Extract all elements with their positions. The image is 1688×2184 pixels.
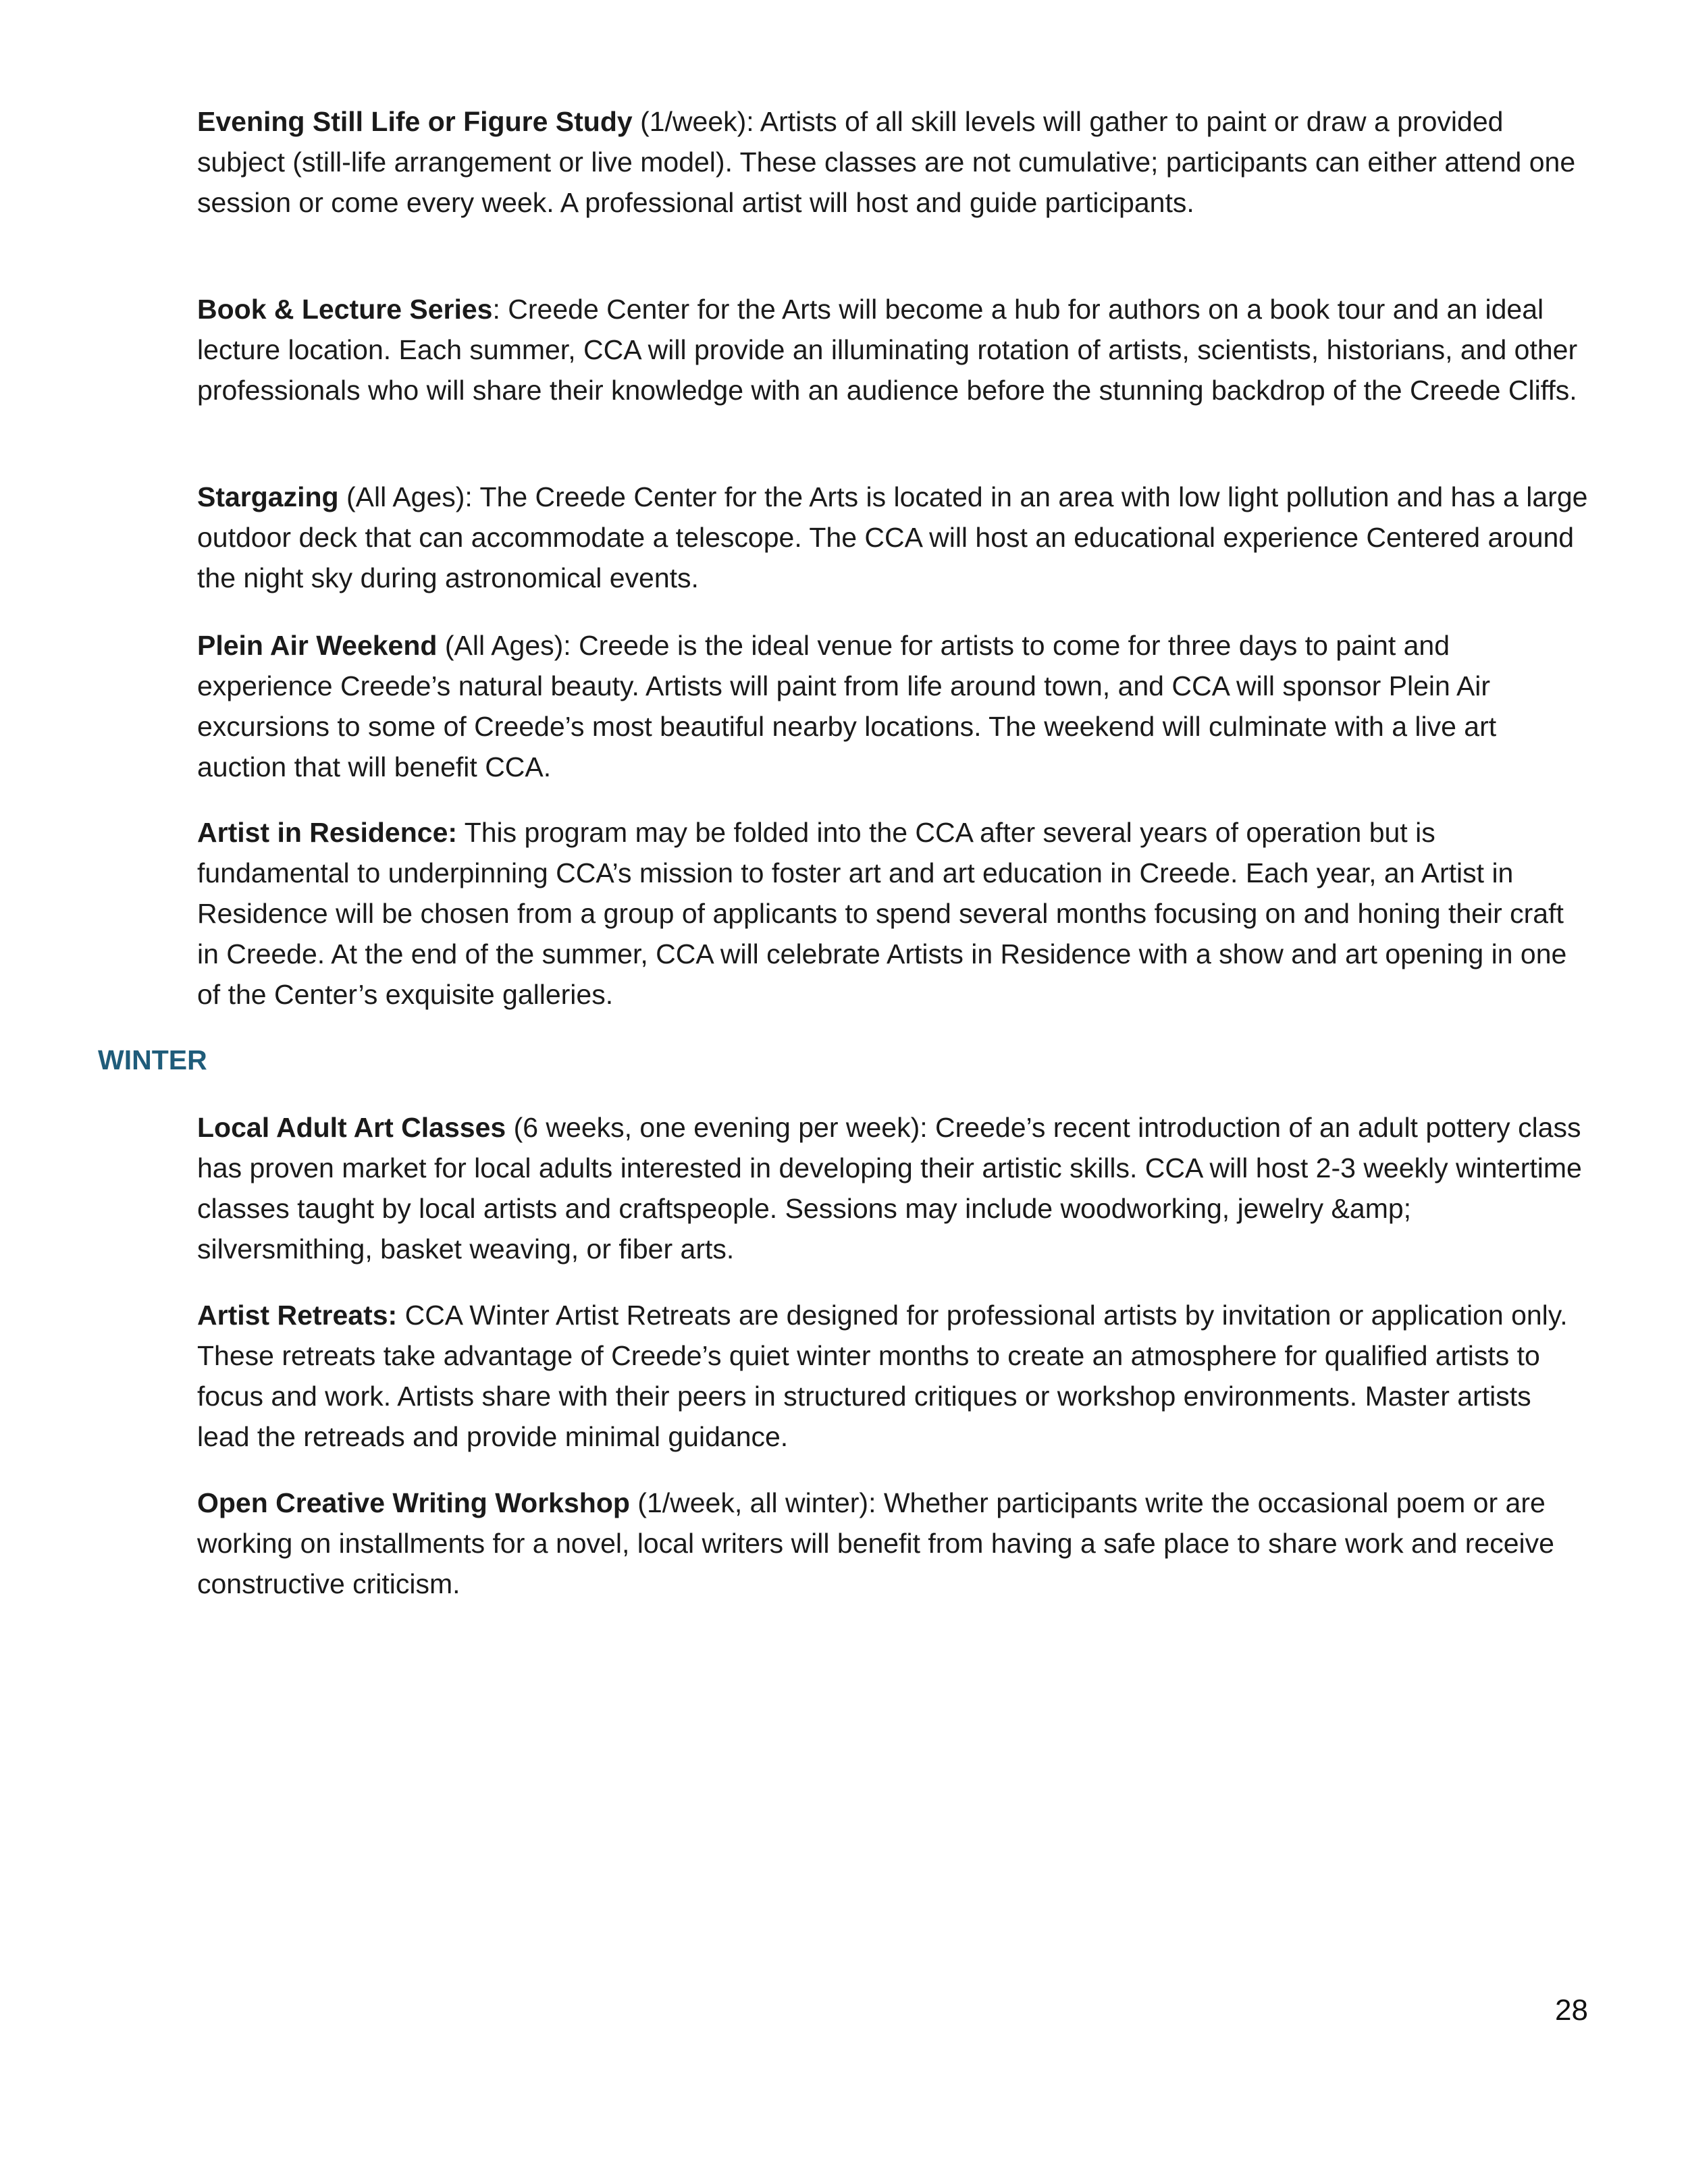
entry-body: (1/week, all winter): Whether participants write the occasional poem or are working on installments for a novel, local writers will benefit from having a safe place to share work and receive constructive criticism. <box>197 1487 1554 1599</box>
entry-stargazing <box>197 477 1588 598</box>
entry-body: CCA Winter Artist Retreats are designed for professional artists by invitation or application only. These retreats take advantage of Creede’s quiet winter months to create an atmosphere for qualified artists to focus and work. Artists share with their peers in structured critiques or workshop environments. Master artists lead the retreads and provide minimal guidance. <box>197 1300 1568 1452</box>
entry-title: Evening Still Life or Figure Study <box>197 106 633 137</box>
entry-body: (1/week): Artists of all skill levels will gather to paint or draw a provided subject (still-life arrangement or live model). These classes are not cumulative; participants can either attend one session or come every week. A professional artist will host and guide participants. <box>197 106 1576 218</box>
entry-body: (All Ages): Creede is the ideal venue for artists to come for three days to paint and experience Creede’s natural beauty. Artists will paint from life around town, and CCA will sponsor Plein Air excursions to some of Creede’s most beautiful nearby locations. The weekend will culminate with a live art auction that will benefit CCA. <box>197 630 1497 782</box>
entry-book-lecture-series <box>197 289 1588 410</box>
entry-title: Plein Air Weekend <box>197 630 438 661</box>
entry-title: Open Creative Writing Workshop <box>197 1487 630 1518</box>
page-number: 28 <box>1555 1994 1588 2027</box>
entry-plein-air-weekend <box>197 625 1588 787</box>
section-heading-winter: WINTER <box>98 1044 207 1075</box>
entry-title: Local Adult Art Classes <box>197 1112 506 1143</box>
entry-evening-still-life <box>197 101 1588 223</box>
entry-title: Artist Retreats: <box>197 1300 398 1331</box>
entry-title: Stargazing <box>197 481 339 512</box>
entry-body: (All Ages): The Creede Center for the Arts is located in an area with low light pollution and has a large outdoor deck that can accommodate a telescope. The CCA will host an educational experience Centered around the night sky during astronomical events. <box>197 481 1588 593</box>
entry-artist-in-residence <box>197 812 1588 1015</box>
entry-artist-retreats <box>197 1295 1588 1457</box>
entry-local-adult-art-classes <box>197 1107 1588 1269</box>
entry-open-creative-writing-workshop <box>197 1483 1588 1604</box>
entry-body: : Creede Center for the Arts will become a hub for authors on a book tour and an ideal lecture location. Each summer, CCA will provide an illuminating rotation of artists, scientists, historians, and other professionals who will share their knowledge with an audience before the stunning backdrop of the Creede Cliffs. <box>197 294 1578 406</box>
entry-body: This program may be folded into the CCA after several years of operation but is fundamental to underpinning CCA’s mission to foster art and art education in Creede. Each year, an Artist in Residence will be chosen from a group of applicants to spend several months focusing on and honing their craft in Creede. At the end of the summer, CCA will celebrate Artists in Residence with a show and art opening in one of the Center’s exquisite galleries. <box>197 817 1567 1010</box>
entry-title: Book & Lecture Series <box>197 294 493 325</box>
entry-title: Artist in Residence: <box>197 817 458 848</box>
entry-body: (6 weeks, one evening per week): Creede’s recent introduction of an adult pottery class has proven market for local adults interested in developing their artistic skills. CCA will host 2-3 weekly wintertime classes taught by local artists and craftspeople. Sessions may include woodworking, jewelry &amp; silversmithing, basket weaving, or fiber arts. <box>197 1112 1582 1264</box>
